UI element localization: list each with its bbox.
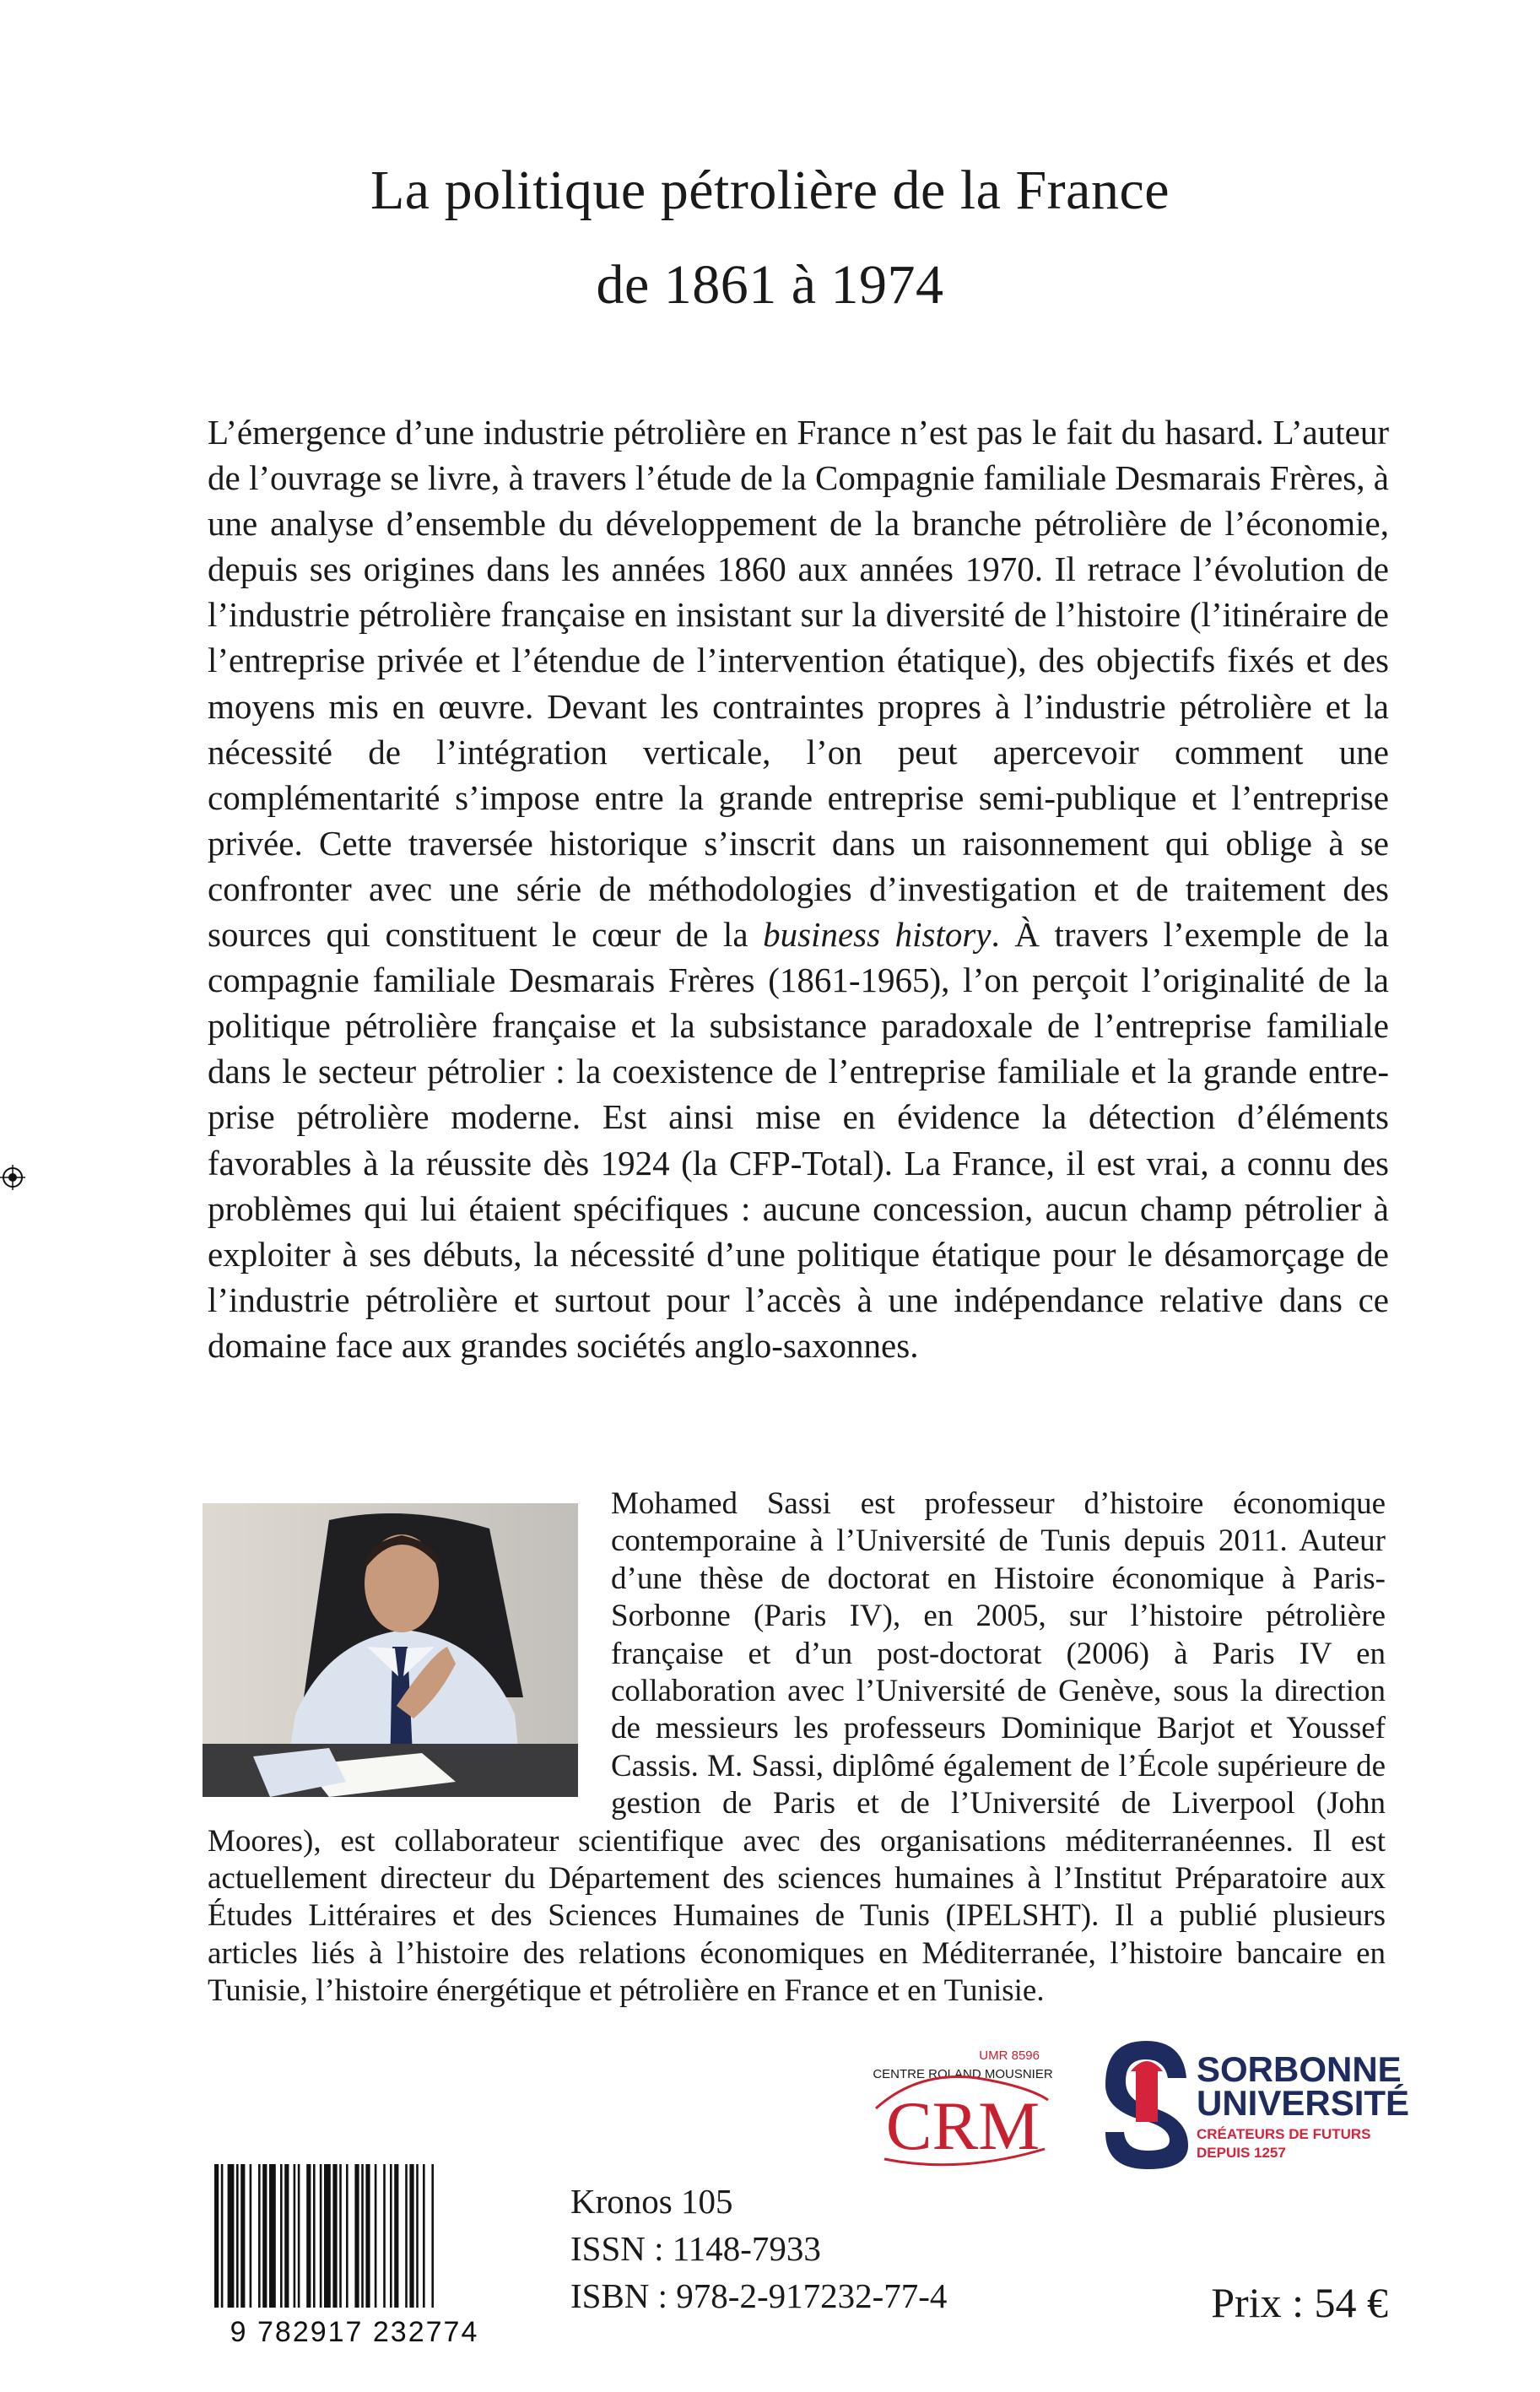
publication-info xyxy=(570,2178,947,2319)
barcode-bar xyxy=(354,2164,359,2308)
title-line-1: La politique pétrolière de la France xyxy=(370,160,1170,221)
barcode-bar xyxy=(298,2164,300,2308)
barcode-bar xyxy=(258,2164,261,2308)
barcode-bar xyxy=(262,2164,267,2308)
barcode-bar xyxy=(280,2164,283,2308)
barcode-bar xyxy=(324,2164,331,2308)
barcode-bar xyxy=(236,2164,239,2308)
isbn-label: ISBN : 978-2-917232-77-4 xyxy=(570,2276,948,2315)
book-title xyxy=(0,143,1540,333)
barcode-digits: 9 782917 232774 xyxy=(230,2316,479,2346)
barcode-bar xyxy=(361,2164,364,2308)
barcode-bar xyxy=(405,2164,408,2308)
barcode-bar xyxy=(390,2164,392,2308)
barcode-bar xyxy=(339,2164,342,2308)
barcode-bar xyxy=(346,2164,349,2308)
sorbonne-line-2: UNIVERSITÉ xyxy=(1197,2083,1409,2123)
barcode-bar xyxy=(221,2164,224,2308)
barcode-bar xyxy=(228,2164,235,2308)
author-bio-text: Mohamed Sassi est professeur d’histoire économique contemporaine à l’Université de Tunis depuis 2011. Auteur d’une thèse de doctorat en Histoire économique à Paris-Sorbonne (Paris IV), en 2005, sur l’histoire pétrolière française et d’un post-doctorat (2006) à Paris IV en collaboration avec l’Université de Genève, sous la direction de messieurs les professeurs Dominique Barjot et Youssef Cassis. M. Sassi, diplômé également de l’École supérieure de gestion de Paris et de l’Université de Liverpool (John Moores), est collaborateur scientifique avec des organisations méditerranéennes. Il est actuellement directeur du Département des sciences humaines à l’Institut Préparatoire aux Études Littéraires et des Sciences Humaines de Tunis (IPELSHT). Il a publié plusieurs articles liés à l’histoire des relations économiques en Méditerranée, l’histoire bancaire en Tunisie, l’histoire énergétique et pétrolière en France et en Tunisie. xyxy=(208,1486,1386,2009)
barcode-bar xyxy=(294,2164,296,2308)
barcode-bar xyxy=(423,2164,425,2308)
crm-acronym: CRM xyxy=(885,2087,1040,2164)
sorbonne-line-1: SORBONNE xyxy=(1197,2049,1402,2089)
barcode-bars xyxy=(214,2164,434,2308)
barcode-bar xyxy=(416,2164,419,2308)
book-summary xyxy=(208,409,1389,1368)
barcode-bar xyxy=(375,2164,377,2308)
barcode-bar xyxy=(250,2164,252,2308)
series-label: Kronos 105 xyxy=(570,2182,733,2221)
sorbonne-tagline-1: CRÉATEURS DE FUTURS xyxy=(1197,2126,1371,2142)
photo-spacer xyxy=(208,1486,611,1796)
barcode-bar xyxy=(284,2164,289,2308)
barcode-bar xyxy=(431,2164,434,2308)
barcode-bar xyxy=(269,2164,276,2308)
barcode-bar xyxy=(365,2164,370,2308)
summary-italic-term: business history xyxy=(763,915,992,955)
crm-logo xyxy=(867,2041,1058,2172)
registration-mark-icon xyxy=(0,1165,25,1190)
crm-center-label: CENTRE ROLAND MOUSNIER xyxy=(873,2067,1053,2081)
issn-label: ISSN : 1148-7933 xyxy=(570,2229,821,2268)
barcode-bar xyxy=(394,2164,398,2308)
barcode-bar xyxy=(306,2164,311,2308)
sorbonne-universite-logo xyxy=(1089,2034,1409,2169)
barcode-bar xyxy=(332,2164,337,2308)
barcode-bar xyxy=(214,2164,219,2308)
barcode-bar xyxy=(409,2164,413,2308)
price-label: Prix : 54 € xyxy=(1211,2279,1388,2326)
summary-text-2: . À travers l’exemple de la compagnie familiale Desmarais Frères (1861-1965), l’on perçoit l’originalité de la politique pétrolière française et la subsistance paradoxale de l’entreprise familiale dans le secteur pétrolier : la coexistence de l’entreprise familiale et la grande entreprise pétrolière moderne. Est ainsi mise en évidence la détection d’éléments favorables à la réussite dès 1924 (la CFP-Total). La France, il est vrai, a connu des problèmes qui lui étaient spécifiques : aucune concession, aucun champ pétrolier à exploiter à ses débuts, la nécessité d’une politique étatique pour le désamorçage de l’industrie pétrolière et surtout pour l’accès à une indépendance relative dans ce domaine face aux grandes sociétés anglo-saxonnes. xyxy=(208,915,1389,1365)
isbn-barcode xyxy=(203,2161,506,2346)
barcode-bar xyxy=(383,2164,386,2308)
sorbonne-tagline-2: DEPUIS 1257 xyxy=(1197,2145,1286,2161)
crm-umr-label: UMR 8596 xyxy=(979,2048,1040,2063)
summary-paragraph xyxy=(208,409,1389,1368)
author-bio xyxy=(208,1486,1386,2010)
barcode-bar xyxy=(313,2164,316,2308)
title-line-2: de 1861 à 1974 xyxy=(596,254,944,316)
sorbonne-emblem-icon xyxy=(1105,2041,1188,2169)
barcode-bar xyxy=(320,2164,322,2308)
barcode-bar xyxy=(240,2164,245,2308)
summary-text-1: L’émergence d’une industrie pétrolière en France n’est pas le fait du hasard. L’auteur de l’ouvrage se livre, à travers l’étude de la Compagnie familiale Desmarais Frères, à une analyse d’ensemble du développement de la branche pétrolière de l’économie, depuis ses origines dans les années 1860 aux années 1970. Il retrace l’évolution de l’industrie pétrolière française en insistant sur la diversité de l’histoire (l’itinéraire de l’entreprise privée et l’étendue de l’intervention étatique), des objectifs fixés et des moyens mis en œuvre. Devant les contraintes propres à l’industrie pétrolière et la nécessité de l’intégration verticale, l’on peut apercevoir comment une complémentarité s’impose entre la grande entreprise semi-publique et l’entreprise privée. Cette traversée historique s’inscrit dans un raisonnement qui oblige à se confronter avec une série de méthodologies d’investigation et de traitement des sources qui constituent le cœur de la xyxy=(208,413,1389,955)
